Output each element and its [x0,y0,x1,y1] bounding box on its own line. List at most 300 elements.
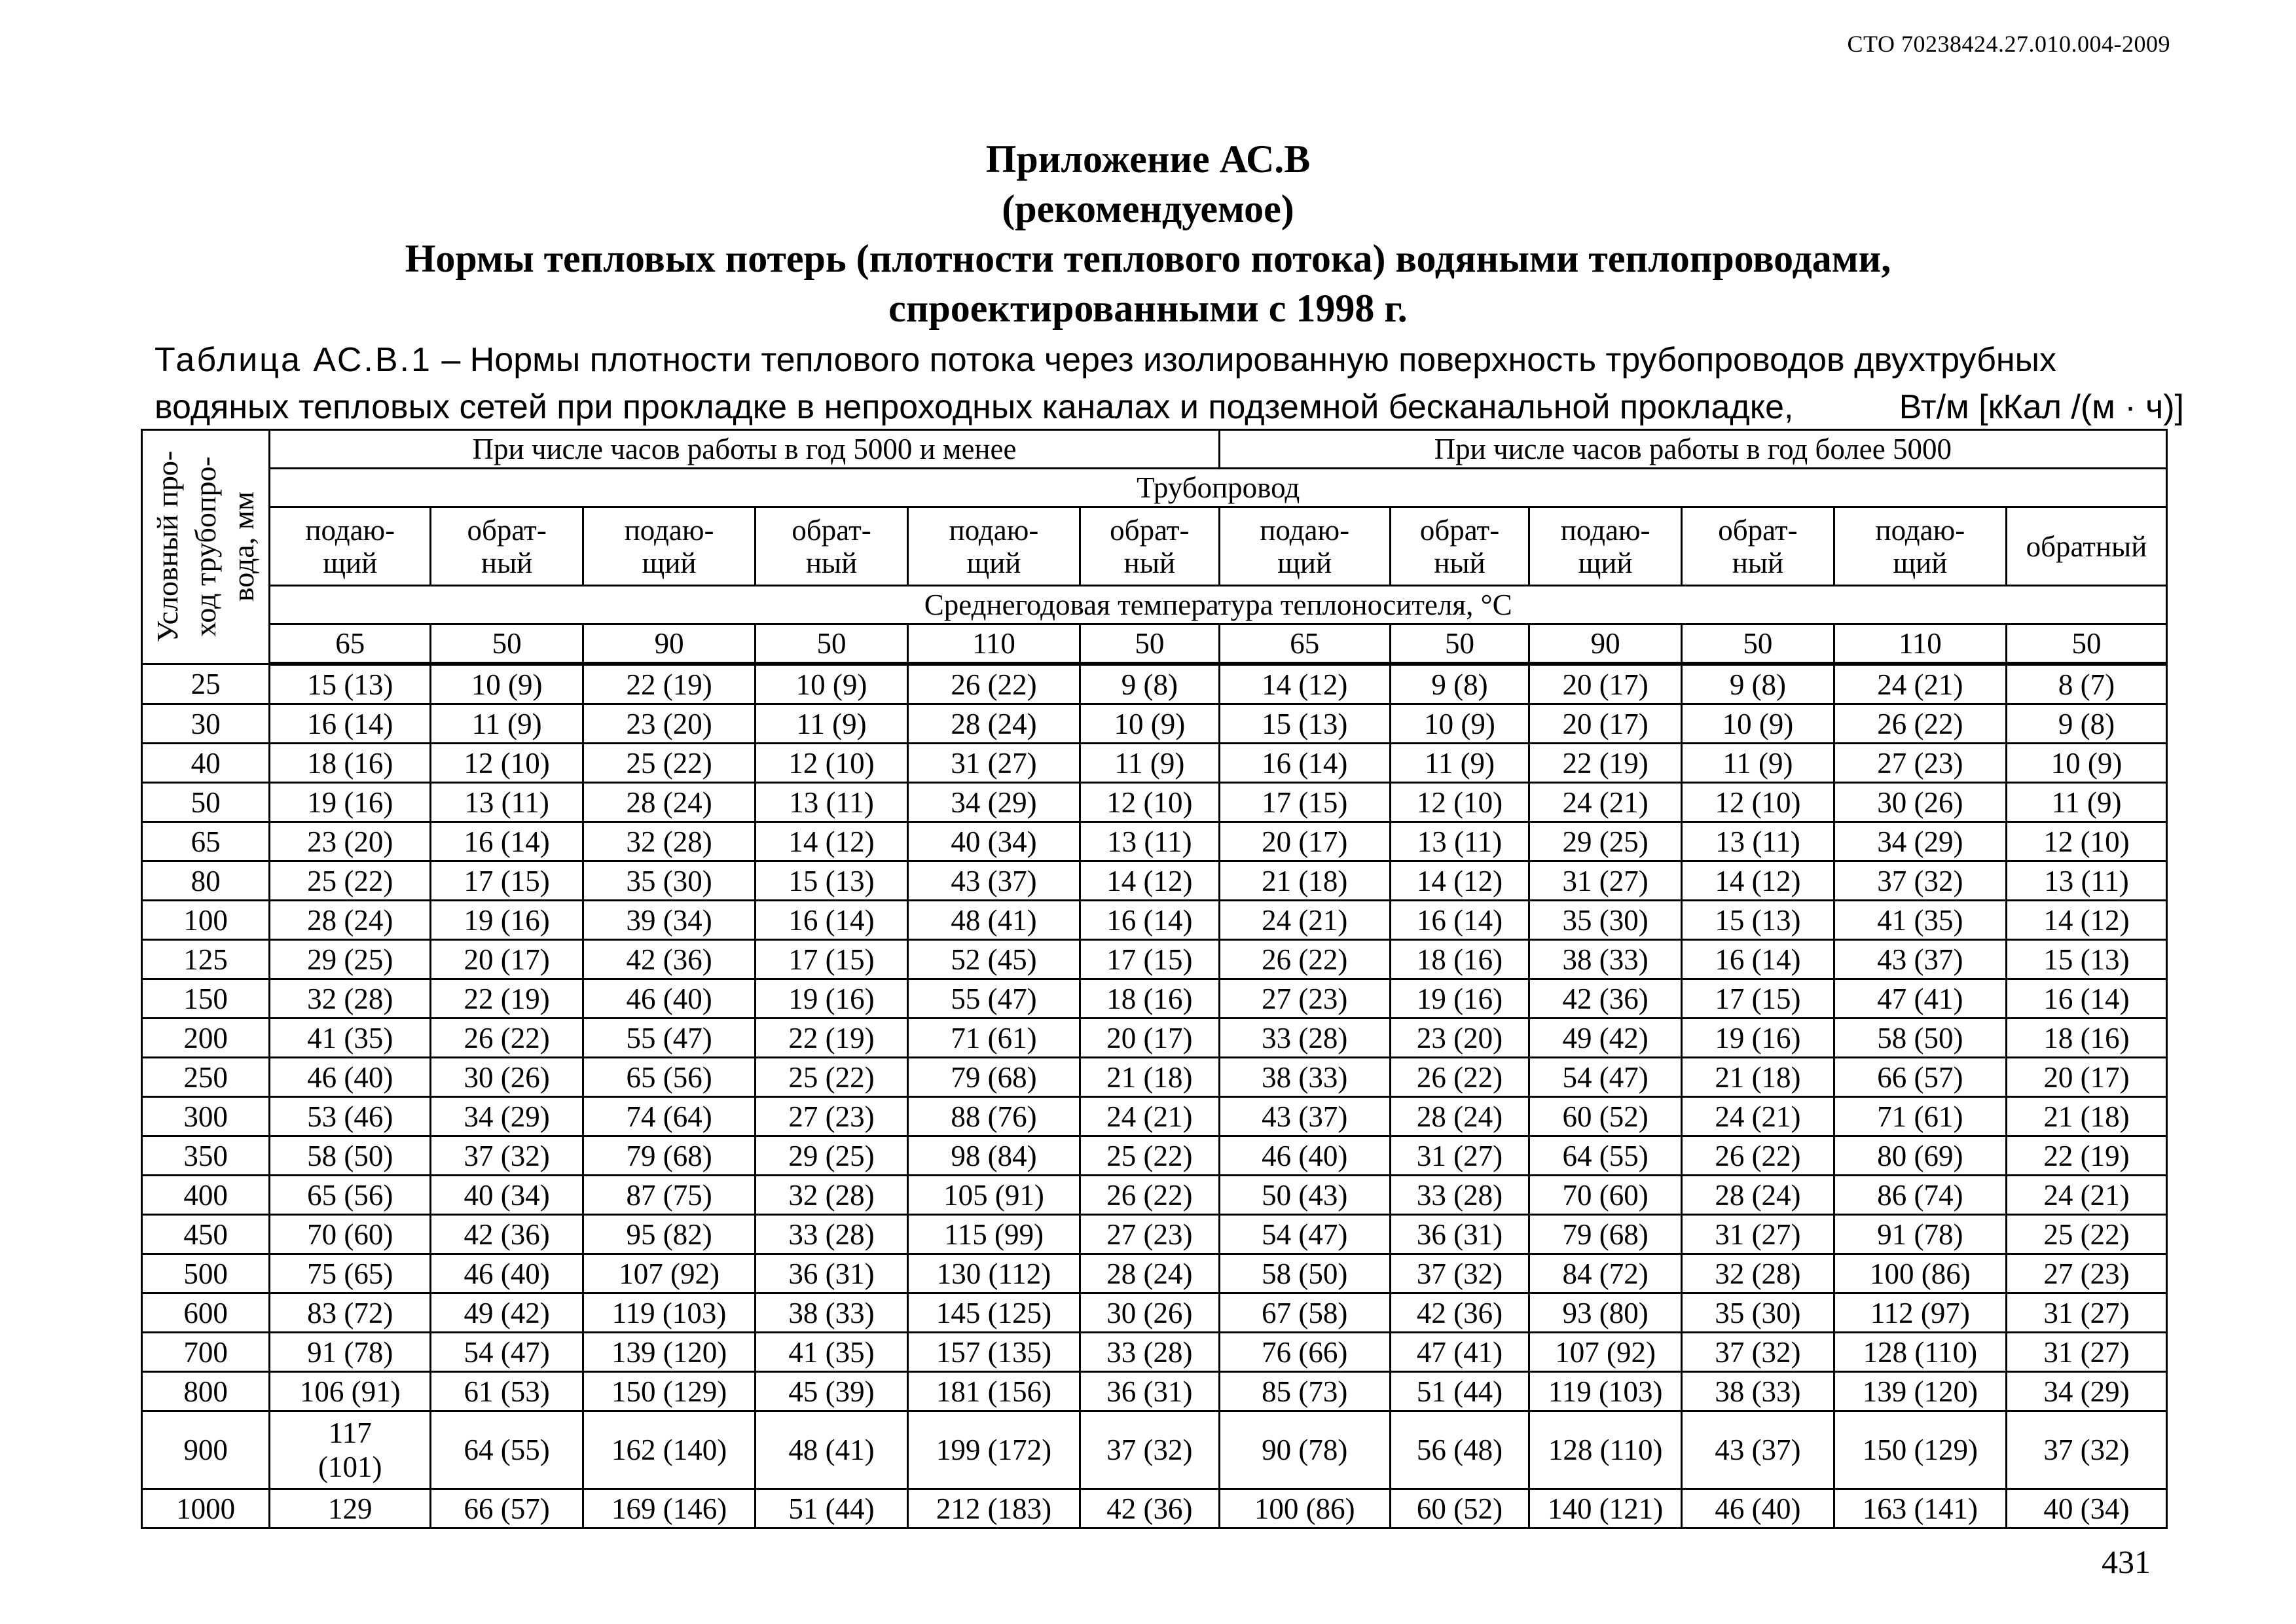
heat-flux-cell: 119 (103) [1529,1372,1682,1411]
heat-flux-cell [270,1411,431,1489]
heat-flux-cell: 35 (30) [1529,901,1682,940]
heat-flux-cell: 12 (10) [1080,783,1220,822]
heat-flux-cell: 105 (91) [907,1176,1080,1215]
heat-flux-cell: 60 (52) [1390,1489,1529,1528]
heat-flux-cell: 93 (80) [1529,1293,1682,1333]
heat-flux-cell: 13 (11) [1682,822,1834,861]
heat-flux-cell: 95 (82) [583,1215,756,1254]
heat-flux-cell: 33 (28) [1390,1176,1529,1215]
heat-flux-cell: 43 (37) [1219,1097,1390,1136]
heat-flux-cell: 47 (41) [1390,1333,1529,1372]
heat-flux-cell: 20 (17) [1219,822,1390,861]
heat-flux-cell: 15 (13) [270,664,431,704]
pipe-type-label-cont: щий [323,546,378,579]
heat-flux-cell: 38 (33) [1529,940,1682,979]
heat-flux-cell: 9 (8) [1080,664,1220,704]
pipe-type-label-cont: щий [1578,546,1633,579]
table-row [142,1176,2167,1215]
heat-flux-cell: 22 (19) [431,979,583,1019]
heat-flux-cell: 25 (22) [2006,1215,2166,1254]
heat-flux-cell: 11 (9) [756,704,908,744]
heat-flux-cell: 47 (41) [1834,979,2006,1019]
heat-flux-cell: 140 (121) [1529,1489,1682,1528]
heat-flux-cell: 12 (10) [2006,822,2166,861]
table-row [142,979,2167,1019]
heat-flux-cell: 31 (27) [1529,861,1682,901]
heat-flux-cell: 24 (21) [1080,1097,1220,1136]
heat-flux-cell: 42 (36) [583,940,756,979]
heat-flux-cell: 46 (40) [1682,1489,1834,1528]
heat-flux-cell: 35 (30) [583,861,756,901]
heat-flux-cell: 10 (9) [1390,704,1529,744]
heat-flux-cell: 19 (16) [756,979,908,1019]
table-units: Вт/м [кКал /(м · ч)] [1899,388,2184,426]
heat-flux-cell: 40 (34) [431,1176,583,1215]
temperature-cell: 50 [431,624,583,664]
pipe-type-row [142,507,2167,586]
heat-flux-cell: 14 (12) [2006,901,2166,940]
heat-flux-cell: 21 (18) [1080,1058,1220,1097]
heat-flux-cell: 130 (112) [907,1254,1080,1293]
pipe-type-header [1529,507,1682,586]
heat-flux-cell: 34 (29) [1834,822,2006,861]
nominal-diameter-cell: 40 [142,744,270,783]
heat-flux-cell: 58 (50) [270,1136,431,1176]
heat-flux-cell: 37 (32) [2006,1411,2166,1489]
pipe-type-label: подаю- [1260,513,1350,547]
pipe-type-header [431,507,583,586]
heat-flux-cell: 139 (120) [583,1333,756,1372]
heat-flux-cell: 25 (22) [583,744,756,783]
heat-flux-cell: 119 (103) [583,1293,756,1333]
heat-flux-cell: 107 (92) [1529,1333,1682,1372]
heat-flux-cell: 42 (36) [431,1215,583,1254]
heat-flux-cell: 45 (39) [756,1372,908,1411]
heat-flux-cell: 27 (23) [756,1097,908,1136]
nominal-diameter-cell: 500 [142,1254,270,1293]
heat-flux-cell: 26 (22) [1390,1058,1529,1097]
heat-flux-cell: 64 (55) [1529,1136,1682,1176]
heat-flux-cell: 14 (12) [1080,861,1220,901]
heat-flux-cell: 15 (13) [756,861,908,901]
heat-flux-cell: 41 (35) [1834,901,2006,940]
heat-flux-cell: 12 (10) [756,744,908,783]
heat-flux-cell: 128 (110) [1834,1333,2006,1372]
heat-flux-cell: 169 (146) [583,1489,756,1528]
heat-flux-cell: 27 (23) [2006,1254,2166,1293]
pipe-type-label: обрат- [1718,513,1798,547]
pipe-type-label-cont: ный [1123,546,1176,579]
heat-flux-cell: 54 (47) [1529,1058,1682,1097]
heat-flux-cell: 37 (32) [1390,1254,1529,1293]
heat-flux-cell: 85 (73) [1219,1372,1390,1411]
heat-flux-cell: 55 (47) [907,979,1080,1019]
heat-flux-cell: 19 (16) [1390,979,1529,1019]
table-row [142,664,2167,704]
heat-flux-cell: 58 (50) [1219,1254,1390,1293]
table-row [142,1097,2167,1136]
heat-flux-cell: 49 (42) [431,1293,583,1333]
heat-flux-cell: 129 [270,1489,431,1528]
table-row [142,861,2167,901]
table-row [142,1411,2167,1489]
appendix-status: (рекомендуемое) [1002,187,1294,230]
heat-flux-cell: 61 (53) [431,1372,583,1411]
table-row [142,901,2167,940]
heat-flux-cell: 66 (57) [1834,1058,2006,1097]
heat-flux-cell: 19 (16) [270,783,431,822]
heat-flux-cell: 37 (32) [1682,1333,1834,1372]
table-row [142,704,2167,744]
nominal-diameter-cell: 300 [142,1097,270,1136]
table-header [142,430,2167,664]
heat-flux-cell: 16 (14) [1682,940,1834,979]
table-row [142,744,2167,783]
heat-flux-cell: 98 (84) [907,1136,1080,1176]
heat-flux-cell: 100 (86) [1834,1254,2006,1293]
heat-flux-cell: 42 (36) [1529,979,1682,1019]
nominal-diameter-cell: 150 [142,979,270,1019]
nominal-diameter-cell: 80 [142,861,270,901]
heat-flux-cell: 40 (34) [907,822,1080,861]
heat-flux-cell: 38 (33) [756,1293,908,1333]
heat-flux-cell: 29 (25) [1529,822,1682,861]
nominal-diameter-header-line2: ход трубопро- [189,456,223,638]
table-caption-line2 [155,384,2184,431]
heat-flux-cell: 70 (60) [270,1215,431,1254]
heat-flux-cell: 24 (21) [1834,664,2006,704]
temperature-cell: 50 [1080,624,1220,664]
temperature-cell: 110 [907,624,1080,664]
heat-flux-cell: 24 (21) [1682,1097,1834,1136]
heat-flux-cell: 53 (46) [270,1097,431,1136]
appendix-title [0,134,2296,333]
pipe-type-label: обрат- [1419,513,1500,547]
heat-flux-cell: 66 (57) [431,1489,583,1528]
heat-flux-cell-line: (101) [318,1451,382,1483]
heat-flux-cell: 28 (24) [1390,1097,1529,1136]
heat-flux-cell: 10 (9) [2006,744,2166,783]
heat-flux-cell: 12 (10) [1682,783,1834,822]
heat-flux-cell: 65 (56) [270,1176,431,1215]
heat-flux-cell: 14 (12) [756,822,908,861]
heat-flux-cell: 21 (18) [1219,861,1390,901]
heat-flux-cell: 46 (40) [431,1254,583,1293]
heat-flux-cell: 157 (135) [907,1333,1080,1372]
heat-flux-cell: 52 (45) [907,940,1080,979]
pipe-type-label: обрат- [792,513,871,547]
heat-flux-cell: 11 (9) [1080,744,1220,783]
heat-flux-cell: 13 (11) [2006,861,2166,901]
heat-flux-cell: 163 (141) [1834,1489,2006,1528]
nominal-diameter-cell: 200 [142,1019,270,1058]
temperature-row [142,624,2167,664]
heat-flux-cell: 84 (72) [1529,1254,1682,1293]
heat-flux-cell: 18 (16) [270,744,431,783]
pipe-type-label: обрат- [1110,513,1190,547]
heat-flux-cell: 28 (24) [907,704,1080,744]
pipe-type-header [1682,507,1834,586]
pipe-type-label: подаю- [949,513,1039,547]
nominal-diameter-cell: 600 [142,1293,270,1333]
heat-flux-cell: 21 (18) [2006,1097,2166,1136]
heat-flux-cell: 76 (66) [1219,1333,1390,1372]
nominal-diameter-cell: 400 [142,1176,270,1215]
heat-flux-cell: 16 (14) [2006,979,2166,1019]
heat-flux-cell: 14 (12) [1390,861,1529,901]
heat-flux-cell: 9 (8) [1682,664,1834,704]
heat-flux-cell: 58 (50) [1834,1019,2006,1058]
heat-flux-cell: 26 (22) [1080,1176,1220,1215]
heat-flux-cell: 15 (13) [1682,901,1834,940]
heat-flux-cell: 212 (183) [907,1489,1080,1528]
heat-flux-cell: 9 (8) [2006,704,2166,744]
nominal-diameter-cell: 30 [142,704,270,744]
heat-flux-cell: 16 (14) [1080,901,1220,940]
table-row [142,1254,2167,1293]
appendix-heading: Приложение АС.В [985,137,1311,181]
heat-flux-cell: 19 (16) [1682,1019,1834,1058]
heat-flux-cell: 42 (36) [1080,1489,1220,1528]
heat-flux-cell: 90 (78) [1219,1411,1390,1489]
appendix-subject-line2: спроектированными с 1998 г. [888,287,1408,330]
pipe-type-header [1834,507,2006,586]
heat-flux-cell: 22 (19) [2006,1136,2166,1176]
heat-flux-cell: 11 (9) [1390,744,1529,783]
group-header-over-5000: При числе часов работы в год более 5000 [1219,430,2166,469]
heat-flux-cell: 28 (24) [583,783,756,822]
appendix-subject-line1: Нормы тепловых потерь (плотности теплового потока) водяными теплопроводами, [405,237,1891,280]
heat-flux-cell: 17 (15) [1080,940,1220,979]
heat-flux-cell: 18 (16) [2006,1019,2166,1058]
table-row [142,822,2167,861]
heat-flux-cell: 9 (8) [1390,664,1529,704]
heat-flux-cell: 74 (64) [583,1097,756,1136]
heat-flux-cell: 54 (47) [1219,1215,1390,1254]
pipe-type-label-cont: щий [1893,546,1948,579]
table-row [142,1136,2167,1176]
heat-flux-cell: 22 (19) [756,1019,908,1058]
heat-flux-cell: 79 (68) [583,1136,756,1176]
heat-flux-cell: 15 (13) [1219,704,1390,744]
pipeline-header: Трубопровод [270,469,2167,507]
heat-flux-cell: 88 (76) [907,1097,1080,1136]
nominal-diameter-cell: 800 [142,1372,270,1411]
heat-flux-cell: 79 (68) [907,1058,1080,1097]
heat-flux-cell: 50 (43) [1219,1176,1390,1215]
heat-flux-cell: 91 (78) [1834,1215,2006,1254]
heat-flux-cell: 26 (22) [907,664,1080,704]
heat-flux-cell: 36 (31) [756,1254,908,1293]
table-row [142,1489,2167,1528]
pipe-type-header [2006,507,2166,586]
heat-flux-cell: 100 (86) [1219,1489,1390,1528]
heat-flux-cell: 199 (172) [907,1411,1080,1489]
nominal-diameter-cell: 125 [142,940,270,979]
heat-flux-cell: 15 (13) [2006,940,2166,979]
heat-flux-cell: 34 (29) [431,1097,583,1136]
heat-flux-cell: 20 (17) [2006,1058,2166,1097]
nominal-diameter-cell: 450 [142,1215,270,1254]
heat-flux-cell: 20 (17) [1529,664,1682,704]
nominal-diameter-cell: 25 [142,664,270,704]
heat-flux-cell: 32 (28) [756,1176,908,1215]
heat-flux-cell: 17 (15) [431,861,583,901]
heat-flux-cell: 23 (20) [270,822,431,861]
pipe-type-label: подаю- [1875,513,1965,547]
heat-flux-cell: 23 (20) [1390,1019,1529,1058]
heat-flux-cell: 11 (9) [431,704,583,744]
heat-flux-cell: 13 (11) [431,783,583,822]
heat-flux-cell: 29 (25) [756,1136,908,1176]
table-caption [155,336,2184,431]
pipe-type-label: подаю- [624,513,714,547]
temperature-cell: 90 [1529,624,1682,664]
heat-flux-cell: 22 (19) [583,664,756,704]
temperature-cell: 50 [1390,624,1529,664]
heat-flux-cell: 26 (22) [1682,1136,1834,1176]
nominal-diameter-header-line3: вода, мм [227,492,261,602]
heat-flux-cell: 28 (24) [270,901,431,940]
heat-flux-cell: 139 (120) [1834,1372,2006,1411]
heat-flux-cell: 150 (129) [1834,1411,2006,1489]
heat-flux-cell: 70 (60) [1529,1176,1682,1215]
heat-flux-cell: 10 (9) [1682,704,1834,744]
temperature-cell: 110 [1834,624,2006,664]
table-row [142,783,2167,822]
heat-flux-cell: 24 (21) [2006,1176,2166,1215]
temperature-cell: 50 [1682,624,1834,664]
heat-flux-cell: 39 (34) [583,901,756,940]
nominal-diameter-cell: 900 [142,1411,270,1489]
heat-flux-cell: 8 (7) [2006,664,2166,704]
table-caption-text: – Нормы плотности теплового потока через изолированную поверхность трубопроводов двухтрубных [431,341,2056,379]
heat-flux-cell: 106 (91) [270,1372,431,1411]
temperature-cell: 50 [756,624,908,664]
temperature-cell: 90 [583,624,756,664]
nominal-diameter-cell: 50 [142,783,270,822]
heat-flux-cell: 34 (29) [2006,1372,2166,1411]
heat-flux-cell: 71 (61) [1834,1097,2006,1136]
pipe-type-label-cont: щий [1277,546,1332,579]
heat-flux-cell: 10 (9) [1080,704,1220,744]
table-row [142,1019,2167,1058]
heat-flux-cell: 26 (22) [431,1019,583,1058]
pipe-type-label: подаю- [1560,513,1650,547]
heat-flux-cell: 37 (32) [1834,861,2006,901]
heat-flux-cell: 20 (17) [1080,1019,1220,1058]
heat-flux-cell: 51 (44) [1390,1372,1529,1411]
table-row [142,1058,2167,1097]
heat-flux-cell: 43 (37) [1682,1411,1834,1489]
heat-flux-cell: 33 (28) [756,1215,908,1254]
heat-loss-norms-table [141,429,2168,1529]
heat-flux-cell: 10 (9) [756,664,908,704]
heat-flux-cell: 36 (31) [1390,1215,1529,1254]
heat-flux-cell: 181 (156) [907,1372,1080,1411]
heat-flux-cell: 43 (37) [1834,940,2006,979]
pipe-type-label-cont: щий [966,546,1021,579]
temperature-header: Среднегодовая температура теплоносителя, °С [270,586,2167,624]
heat-flux-cell: 30 (26) [1080,1293,1220,1333]
table-number: Таблица АС.В.1 [155,341,432,379]
heat-flux-cell: 17 (15) [1682,979,1834,1019]
nominal-diameter-cell: 65 [142,822,270,861]
table-row [142,940,2167,979]
heat-flux-cell: 145 (125) [907,1293,1080,1333]
heat-flux-cell-line: 117 [328,1416,372,1449]
heat-flux-cell: 46 (40) [270,1058,431,1097]
heat-flux-cell: 67 (58) [1219,1293,1390,1333]
pipe-type-header [1080,507,1220,586]
table-row [142,1215,2167,1254]
temperature-cell: 65 [1219,624,1390,664]
heat-flux-cell: 128 (110) [1529,1411,1682,1489]
heat-flux-cell: 16 (14) [1390,901,1529,940]
pipe-type-header [907,507,1080,586]
nominal-diameter-cell: 350 [142,1136,270,1176]
heat-flux-cell: 12 (10) [431,744,583,783]
heat-flux-cell: 54 (47) [431,1333,583,1372]
heat-flux-cell: 64 (55) [431,1411,583,1489]
heat-flux-cell: 42 (36) [1390,1293,1529,1333]
pipe-type-label: обратный [2026,530,2147,563]
heat-flux-cell: 37 (32) [431,1136,583,1176]
heat-flux-cell: 12 (10) [1390,783,1529,822]
heat-flux-cell: 26 (22) [1834,704,2006,744]
heat-flux-cell: 33 (28) [1080,1333,1220,1372]
nominal-diameter-header [142,430,270,664]
heat-flux-cell: 91 (78) [270,1333,431,1372]
heat-flux-cell: 43 (37) [907,861,1080,901]
pipe-type-header [1390,507,1529,586]
table-caption-line1 [155,336,2184,384]
document-code: СТО 70238424.27.010.004-2009 [1847,31,2170,57]
heat-flux-cell: 11 (9) [2006,783,2166,822]
heat-flux-cell: 29 (25) [270,940,431,979]
heat-flux-cell: 48 (41) [907,901,1080,940]
heat-flux-cell: 16 (14) [270,704,431,744]
heat-flux-cell: 20 (17) [1529,704,1682,744]
page-number: 431 [2102,1543,2151,1580]
heat-flux-cell: 32 (28) [270,979,431,1019]
heat-flux-cell: 27 (23) [1219,979,1390,1019]
heat-flux-cell: 79 (68) [1529,1215,1682,1254]
heat-flux-cell: 25 (22) [1080,1136,1220,1176]
heat-flux-cell: 22 (19) [1529,744,1682,783]
heat-flux-cell: 35 (30) [1682,1293,1834,1333]
nominal-diameter-header-line1: Условный про- [151,450,185,643]
heat-flux-cell: 51 (44) [756,1489,908,1528]
heat-flux-cell: 26 (22) [1219,940,1390,979]
heat-flux-cell: 32 (28) [583,822,756,861]
heat-flux-cell: 83 (72) [270,1293,431,1333]
pipe-type-label-cont: щий [642,546,697,579]
heat-flux-cell: 25 (22) [756,1058,908,1097]
heat-flux-cell: 13 (11) [756,783,908,822]
heat-flux-cell: 48 (41) [756,1411,908,1489]
heat-flux-cell: 10 (9) [431,664,583,704]
heat-flux-cell: 31 (27) [2006,1333,2166,1372]
pipe-type-header [270,507,431,586]
heat-flux-cell: 71 (61) [907,1019,1080,1058]
group-header-5000-or-less: При числе часов работы в год 5000 и менее [270,430,1219,469]
pipe-type-header [756,507,908,586]
heat-flux-cell: 18 (16) [1080,979,1220,1019]
heat-flux-cell: 31 (27) [2006,1293,2166,1333]
heat-flux-cell: 30 (26) [1834,783,2006,822]
table-body [142,664,2167,1528]
